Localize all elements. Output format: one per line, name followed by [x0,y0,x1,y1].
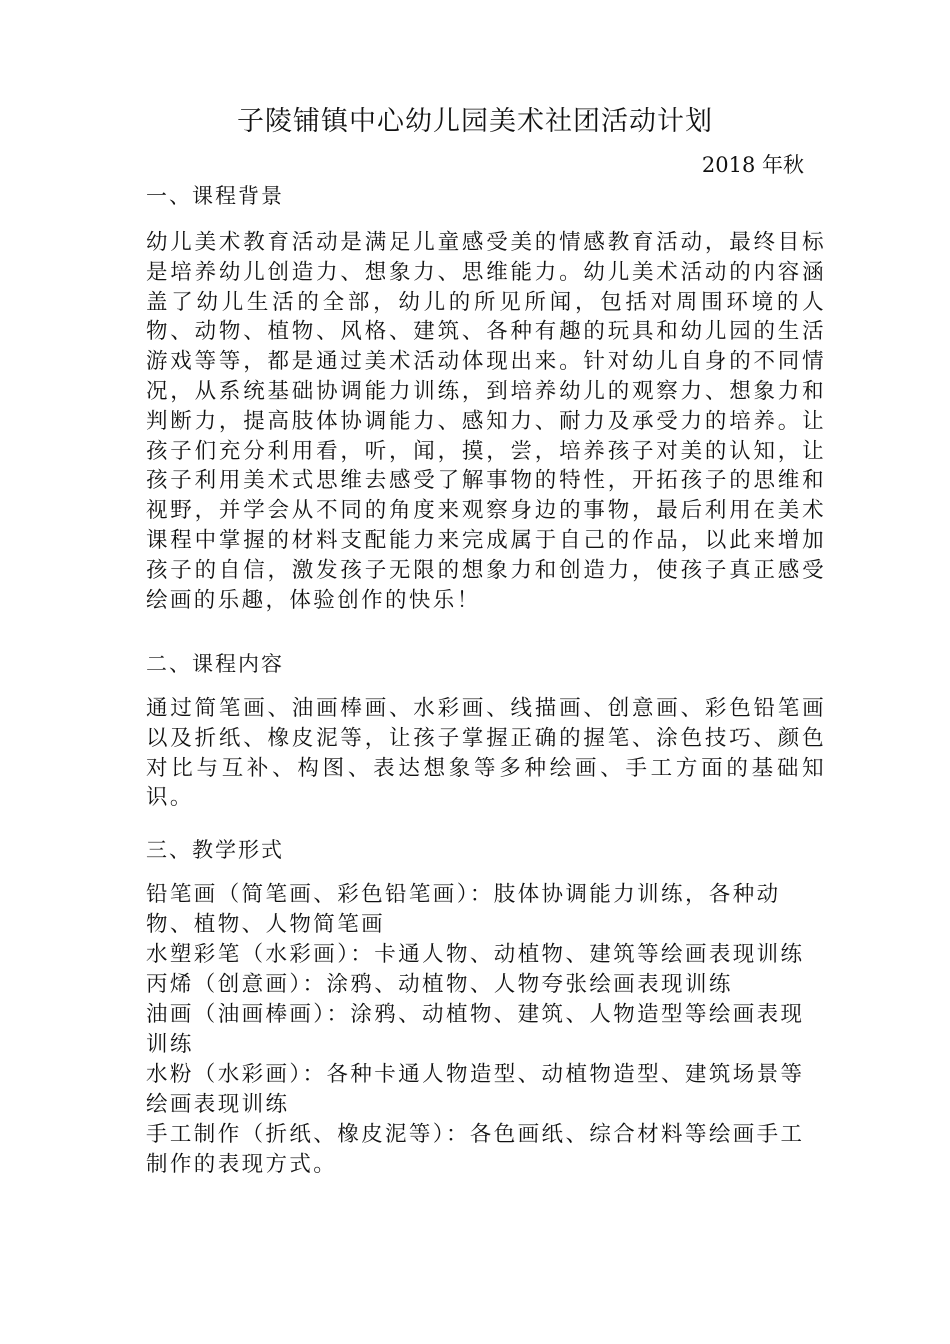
section-heading-format: 三、教学形式 [146,838,284,862]
list-item: 水塑彩笔（水彩画）：卡通人物、动植物、建筑等绘画表现训练 [146,942,805,967]
teaching-format-list [146,880,806,1180]
list-item: 水粉（水彩画）：各种卡通人物造型、动植物造型、建筑场景等绘画表现训练 [146,1062,805,1117]
document-title: 子陵铺镇中心幼儿园美术社团活动计划 [237,106,713,137]
list-item: 手工制作（折纸、橡皮泥等）：各色画纸、综合材料等绘画手工制作的表现方式。 [146,1122,805,1177]
section-heading-background: 一、课程背景 [146,184,284,208]
section-body-content: 通过简笔画、油画棒画、水彩画、线描画、创意画、彩色铅笔画以及折纸、橡皮泥等，让孩子掌握正确的握笔、涂色技巧、颜色对比与互补、构图、表达想象等多种绘画、手工方面的基础知识。 [146,696,826,811]
list-item: 丙烯（创意画）：涂鸦、动植物、人物夸张绘画表现训练 [146,972,733,997]
document-date: 2018 年秋 [701,153,804,177]
section-heading-content: 二、课程内容 [146,652,284,676]
list-item: 铅笔画（简笔画、彩色铅笔画）：肢体协调能力训练，各种动物、植物、人物简笔画 [146,882,781,937]
list-item: 油画（油画棒画）：涂鸦、动植物、建筑、人物造型等绘画表现训练 [146,1002,805,1057]
section-body-background: 幼儿美术教育活动是满足儿童感受美的情感教育活动，最终目标是培养幼儿创造力、想象力、思维能力。幼儿美术活动的内容涵盖了幼儿生活的全部，幼儿的所见所闻，包括对周围环境的人物、动物、植物、风格、建筑、各种有趣的玩具和幼儿园的生活游戏等等，都是通过美术活动体现出来。针对幼儿自身的不同情况，从系统基础协调能力训练，到培养幼儿的观察力、想象力和判断力，提高肢体协调能力、感知力、耐力及承受力的培养。让孩子们充分利用看，听，闻，摸，尝，培养孩子对美的认知，让孩子利用美术式思维去感受了解事物的特性，开拓孩子的思维和视野，并学会从不同的角度来观察身边的事物，最后利用在美术课程中掌握的材料支配能力来完成属于自己的作品，以此来增加孩子的自信，激发孩子无限的想象力和创造力，使孩子真正感受绘画的乐趣，体验创作的快乐！ [146,230,826,613]
